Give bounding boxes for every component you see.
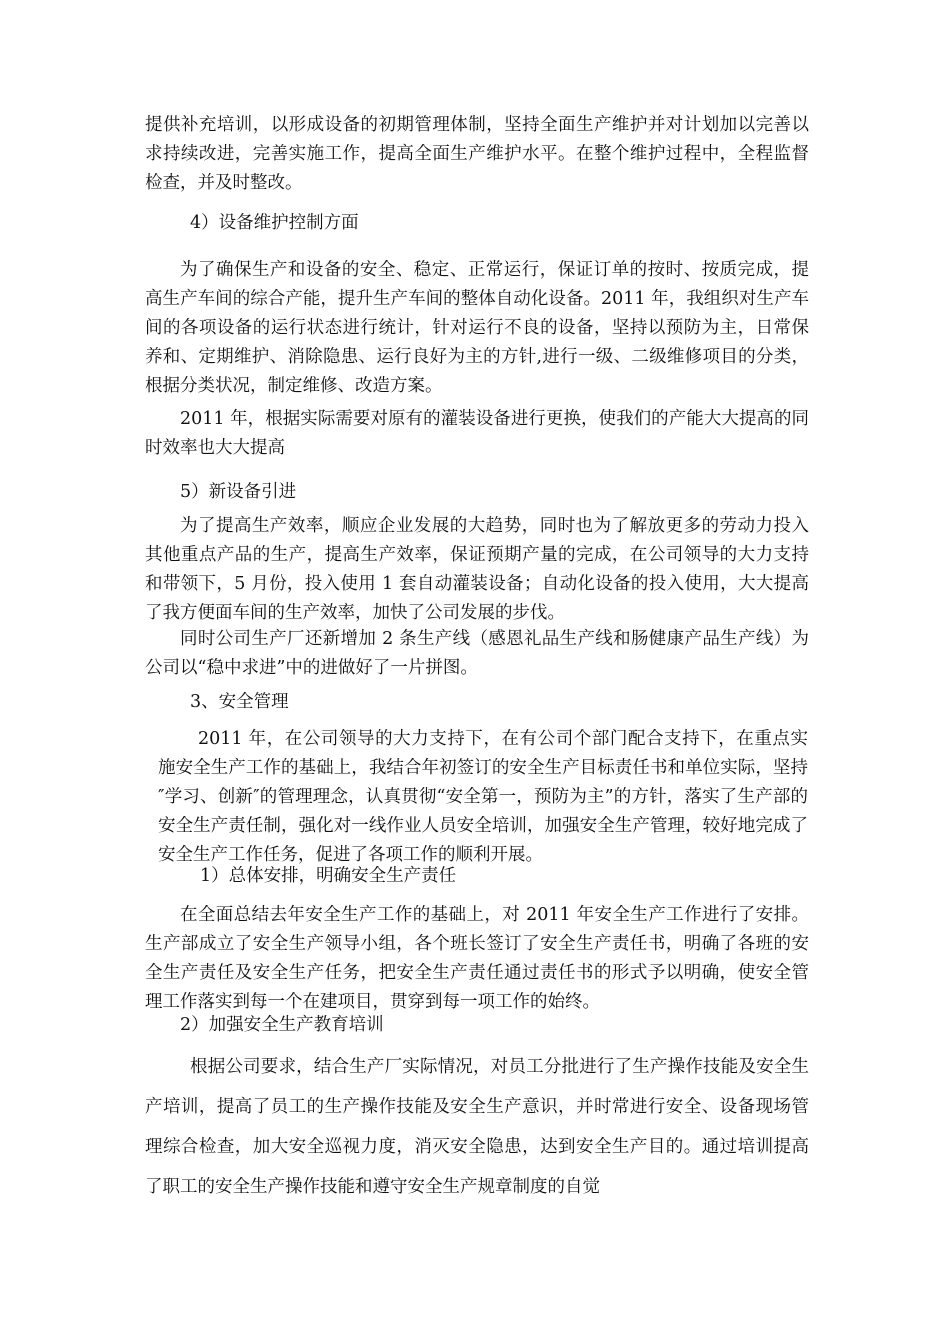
- heading-overall-arrangement: 1）总体安排，明确安全生产责任: [200, 866, 457, 886]
- heading-safety-training: 2）加强安全生产教育培训: [180, 1015, 384, 1035]
- heading-equipment-maintenance-control: 4）设备维护控制方面: [190, 213, 359, 233]
- paragraph-new-equipment: 为了提高生产效率，顺应企业发展的大趋势，同时也为了解放更多的劳动力投入其他重点产品的生产，提高生产效率，保证预期产量的完成，在公司领导的大力支持和带领下，5 月份，投入使用 1 套自动灌装设备；自动化设备的投入使用，大大提高了我方便面车间的生产效率，加快了公司发展的步伐。: [145, 516, 809, 623]
- paragraph-new-production-lines: 同时公司生产厂还新增加 2 条生产线（感恩礼品生产线和肠健康产品生产线）为公司以“稳中求进”中的进做好了一片拼图。: [145, 629, 809, 678]
- paragraph-safety-management: 2011 年，在公司领导的大力支持下，在有公司个部门配合支持下，在重点实施安全生产工作的基础上，我结合年初签订的安全生产目标责任书和单位实际，坚持 ″学习、创新″的管理理念，认真贯彻“安全第一，预防为主”的方针，落实了生产部的安全生产责任制，强化对一线作业人员安全培训，加强安全生产管理，较好地完成了安全生产工作任务，促进了各项工作的顺利开展。: [158, 729, 808, 865]
- heading-safety-management: 3、安全管理: [190, 692, 289, 712]
- paragraph-filling-equipment-replacement: 2011 年，根据实际需要对原有的灌装设备进行更换，使我们的产能大大提高的同时效率也大大提高: [145, 409, 809, 458]
- heading-new-equipment: 5）新设备引进: [180, 482, 297, 502]
- paragraph-training-supplement: 提供补充培训，以形成设备的初期管理体制，坚持全面生产维护并对计划加以完善以求持续改进，完善实施工作，提高全面生产维护水平。在整个维护过程中，全程监督检查，并及时整改。: [145, 115, 809, 193]
- paragraph-equipment-maintenance: 为了确保生产和设备的安全、稳定、正常运行，保证订单的按时、按质完成，提高生产车间的综合产能，提升生产车间的整体自动化设备。2011 年，我组织对生产车间的各项设备的运行状态进行统计，针对运行不良的设备，坚持以预防为主，日常保养和、定期维护、消除隐患、运行良好为主的方针,进行一级、二级维修项目的分类，根据分类状况，制定维修、改造方案。: [145, 260, 809, 396]
- paragraph-overall-arrangement: 在全面总结去年安全生产工作的基础上，对 2011 年安全生产工作进行了安排。生产部成立了安全生产领导小组，各个班长签订了安全生产责任书，明确了各班的安全生产责任及安全生产任务，把安全生产责任通过责任书的形式予以明确，使安全管理工作落实到每一个在建项目，贯穿到每一项工作的始终。: [145, 905, 809, 1012]
- paragraph-safety-training: 根据公司要求，结合生产厂实际情况，对员工分批进行了生产操作技能及安全生产培训，提高了员工的生产操作技能及安全生产意识，并时常进行安全、设备现场管理综合检查，加大安全巡视力度，消灭安全隐患，达到安全生产目的。通过培训提高了职工的安全生产操作技能和遵守安全生产规章制度的自觉: [145, 1057, 809, 1197]
